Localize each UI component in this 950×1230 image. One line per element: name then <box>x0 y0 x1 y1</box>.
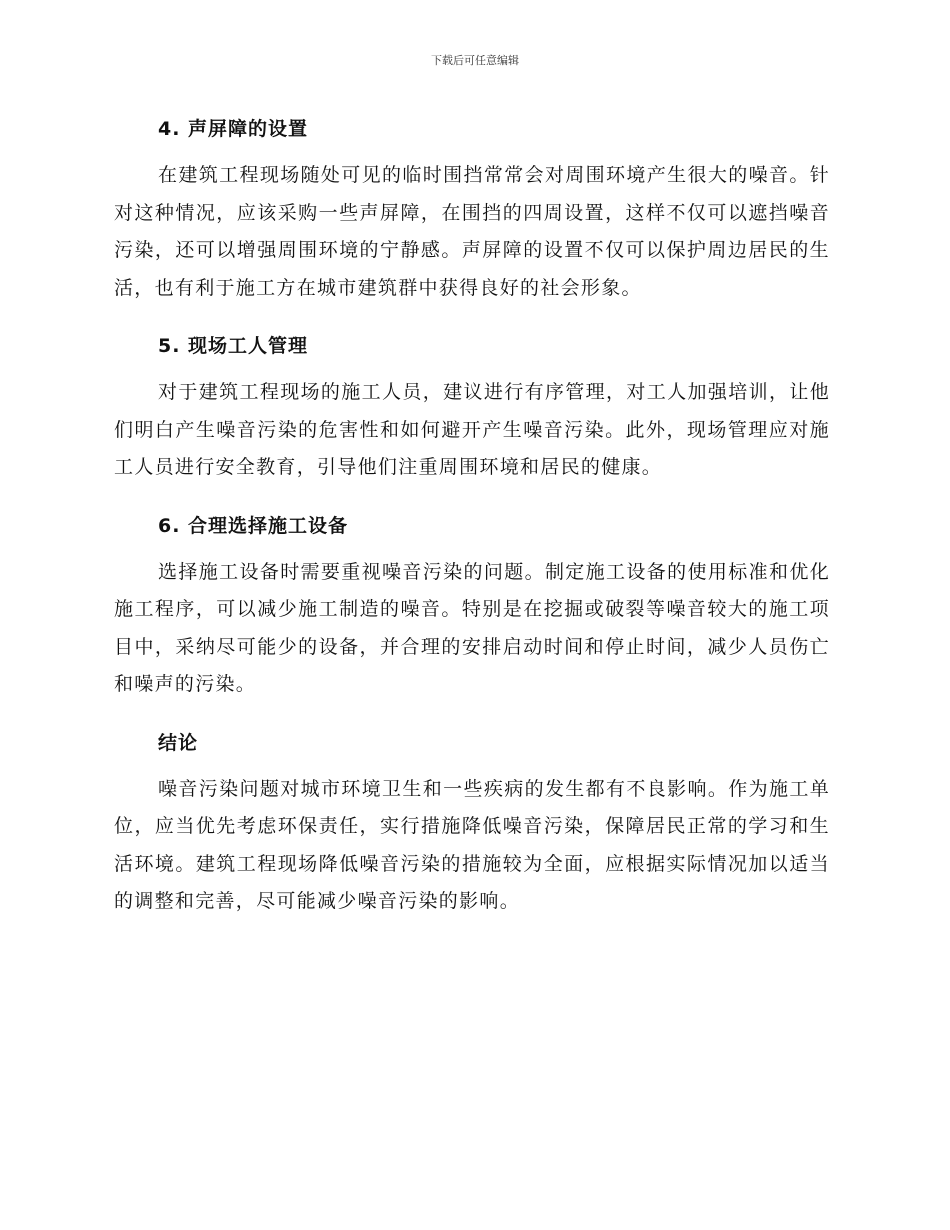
section-heading: 结论 <box>158 731 199 754</box>
section-worker-management <box>114 327 830 487</box>
section-heading: 6. 合理选择施工设备 <box>158 514 349 537</box>
section-heading: 5. 现场工人管理 <box>158 335 309 357</box>
section-paragraph: 对于建筑工程现场的施工人员，建议进行有序管理，对工人加强培训，让他们明白产生噪音污染的危害性和如何避开产生噪音污染。此外，现场管理应对施工人员进行安全教育，引导他们注重周围环境和居民的健康。 <box>114 381 830 478</box>
section-paragraph: 选择施工设备时需要重视噪音污染的问题。制定施工设备的使用标准和优化施工程序，可以减少施工制造的噪音。特别是在挖掘或破裂等噪音较大的施工项目中，采纳尽可能少的设备，并合理的安排启动时间和停止时间，减少人员伤亡和噪声的污染。 <box>114 560 830 695</box>
section-paragraph: 在建筑工程现场随处可见的临时围挡常常会对周围环境产生很大的噪音。针对这种情况，应该采购一些声屏障，在围挡的四周设置，这样不仅可以遮挡噪音污染，还可以增强周围环境的宁静感。声屏障的设置不仅可以保护周边居民的生活，也有利于施工方在城市建筑群中获得良好的社会形象。 <box>114 164 830 299</box>
section-spacer <box>114 704 830 724</box>
page-header-note: 下载后可任意编辑 <box>431 54 519 67</box>
section-equipment-selection <box>114 507 830 704</box>
document-body <box>114 110 830 921</box>
section-conclusion <box>114 724 830 921</box>
section-sound-barrier <box>114 110 830 307</box>
section-spacer <box>114 487 830 507</box>
section-heading: 4. 声屏障的设置 <box>158 118 309 140</box>
section-paragraph: 噪音污染问题对城市环境卫生和一些疾病的发生都有不良影响。作为施工单位，应当优先考虑环保责任，实行措施降低噪音污染，保障居民正常的学习和生活环境。建筑工程现场降低噪音污染的措施较为全面，应根据实际情况加以适当的调整和完善，尽可能减少噪音污染的影响。 <box>114 777 830 912</box>
section-spacer <box>114 307 830 327</box>
